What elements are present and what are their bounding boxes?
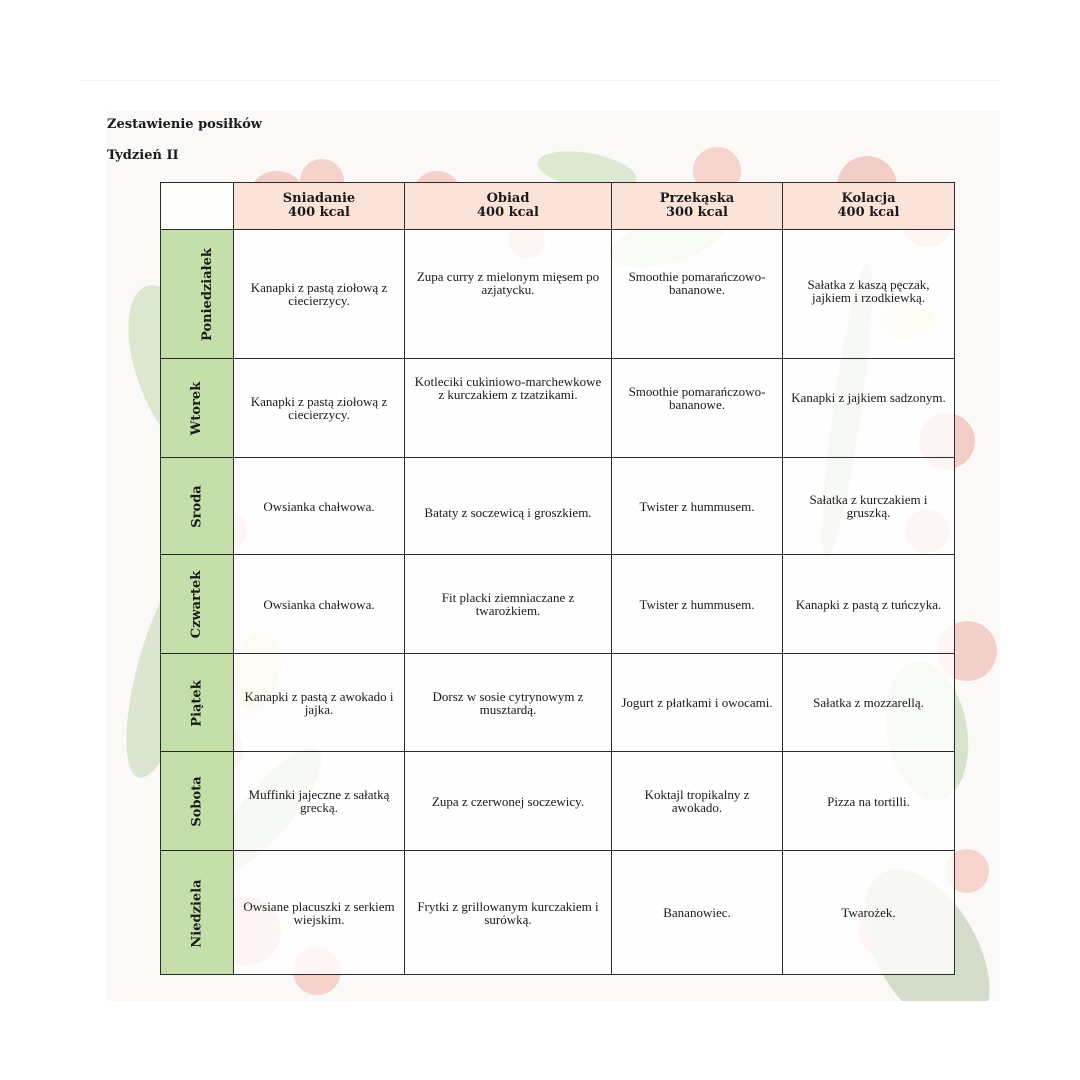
table-corner-cell <box>161 183 234 230</box>
meal-cell: Zupa z czerwonej soczewicy. <box>405 752 612 851</box>
meal-cell: Pizza na tortilli. <box>783 752 955 851</box>
meal-cell: Owsianka chałwowa. <box>234 458 405 555</box>
column-header: Obiad 400 kcal <box>405 183 612 230</box>
table-row <box>161 359 955 458</box>
day-label-cell: Sroda <box>161 458 234 555</box>
day-label-cell: Piątek <box>161 654 234 752</box>
meal-cell: Kanapki z pastą ziołową z ciecierzycy. <box>234 359 405 458</box>
document-title: Zestawienie posiłków <box>107 117 262 132</box>
day-label-cell: Czwartek <box>161 555 234 654</box>
meal-cell: Jogurt z płatkami i owocami. <box>612 654 783 752</box>
table-row <box>161 851 955 975</box>
document-page <box>80 80 1000 1001</box>
table-row <box>161 230 955 359</box>
meal-cell: Bananowiec. <box>612 851 783 975</box>
day-label-cell: Poniedziałek <box>161 230 234 359</box>
day-label-cell: Wtorek <box>161 359 234 458</box>
meal-cell: Sałatka z kaszą pęczak, jajkiem i rzodkiewką. <box>783 230 955 359</box>
table-header-row <box>161 183 955 230</box>
meal-plan-table <box>160 182 955 975</box>
meal-cell: Kanapki z pastą ziołową z ciecierzycy. <box>234 230 405 359</box>
meal-cell: Koktajl tropikalny z awokado. <box>612 752 783 851</box>
column-header: Przekąska 300 kcal <box>612 183 783 230</box>
meal-cell: Bataty z soczewicą i groszkiem. <box>405 458 612 555</box>
meal-cell: Kanapki z pastą z awokado i jajka. <box>234 654 405 752</box>
meal-cell: Owsiane placuszki z serkiem wiejskim. <box>234 851 405 975</box>
table-row <box>161 555 955 654</box>
table-row <box>161 458 955 555</box>
meal-cell: Twister z hummusem. <box>612 458 783 555</box>
meal-cell: Frytki z grillowanym kurczakiem i surówką. <box>405 851 612 975</box>
day-label-cell: Sobota <box>161 752 234 851</box>
meal-cell: Zupa curry z mielonym mięsem po azjatycku. <box>405 230 612 359</box>
meal-cell: Sałatka z mozzarellą. <box>783 654 955 752</box>
meal-cell: Smoothie pomarańczowo-bananowe. <box>612 230 783 359</box>
meal-cell: Kanapki z pastą z tuńczyka. <box>783 555 955 654</box>
meal-cell: Smoothie pomarańczowo-bananowe. <box>612 359 783 458</box>
meal-cell: Kanapki z jajkiem sadzonym. <box>783 359 955 458</box>
column-header: Sniadanie 400 kcal <box>234 183 405 230</box>
day-label-cell: Niedziela <box>161 851 234 975</box>
meal-cell: Muffinki jajeczne z sałatką grecką. <box>234 752 405 851</box>
meal-cell: Dorsz w sosie cytrynowym z musztardą. <box>405 654 612 752</box>
meal-cell: Sałatka z kurczakiem i gruszką. <box>783 458 955 555</box>
meal-cell: Kotleciki cukiniowo-marchewkowe z kurczakiem z tzatzikami. <box>405 359 612 458</box>
table-row <box>161 654 955 752</box>
meal-cell: Twister z hummusem. <box>612 555 783 654</box>
document-subtitle: Tydzień II <box>107 148 179 163</box>
table-row <box>161 752 955 851</box>
meal-cell: Owsianka chałwowa. <box>234 555 405 654</box>
meal-cell: Twarożek. <box>783 851 955 975</box>
column-header: Kolacja 400 kcal <box>783 183 955 230</box>
meal-cell: Fit placki ziemniaczane z twarożkiem. <box>405 555 612 654</box>
